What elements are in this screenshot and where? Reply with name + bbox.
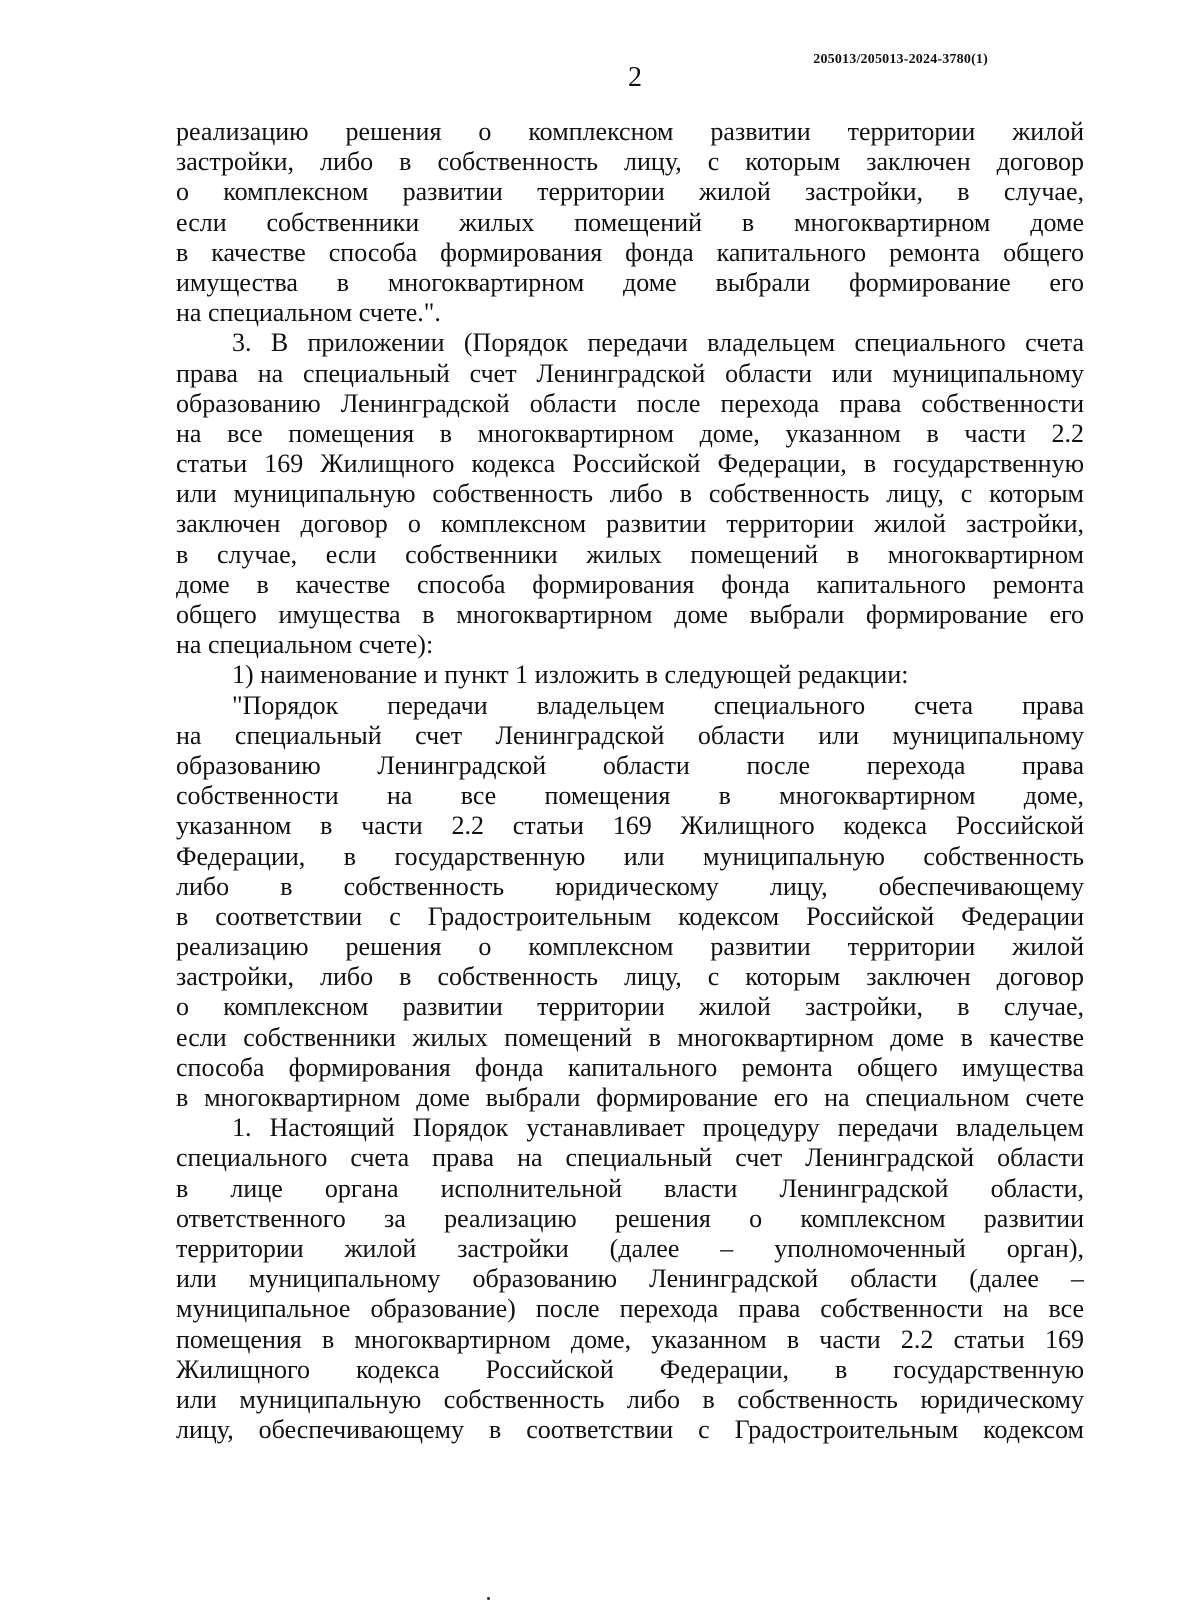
text-line: на специальном счете.". [176,298,441,328]
scan-speck [487,1597,490,1600]
text-line: статьи 169 Жилищного кодекса Российской Федерации, в государственную [176,449,1084,479]
text-line: о комплексном развитии территории жилой застройки, в случае, [176,992,1084,1022]
text-line: 3. В приложении (Порядок передачи владельцем специального счета [232,328,1084,358]
text-line: в случае, если собственники жилых помещений в многоквартирном [176,539,1084,569]
text-line: застройки, либо в собственность лицу, с которым заключен договор [176,147,1084,177]
document-body [176,117,1084,1445]
text-line: в соответствии с Градостроительным кодексом Российской Федерации [176,901,1084,931]
text-line: застройки, либо в собственность лицу, с которым заключен договор [176,962,1084,992]
text-line: Федерации, в государственную или муниципальную собственность [176,841,1084,871]
text-line: муниципальное образование) после перехода права собственности на все [176,1294,1084,1324]
document-id: 205013/205013-2024-3780(1) [813,52,988,67]
text-line: указанном в части 2.2 статьи 169 Жилищного кодекса Российской [176,811,1084,841]
text-line: о комплексном развитии территории жилой застройки, в случае, [176,177,1084,207]
text-line: на специальном счете): [176,630,434,660]
text-line: реализацию решения о комплексном развитии территории жилой [176,932,1084,962]
page-number: 2 [628,62,642,93]
text-line: способа формирования фонда капитального ремонта общего имущества [176,1052,1084,1082]
text-line: в качестве способа формирования фонда капитального ремонта общего [176,237,1084,267]
text-line: имущества в многоквартирном доме выбрали формирование его [176,267,1084,297]
text-line: либо в собственность юридическому лицу, обеспечивающему [176,871,1084,901]
text-line: территории жилой застройки (далее – уполномоченный орган), [176,1233,1084,1263]
text-line: образованию Ленинградской области после перехода права [176,750,1084,780]
text-line: Жилищного кодекса Российской Федерации, в государственную [176,1354,1084,1384]
text-line: или муниципальную собственность либо в собственность юридическому [176,1384,1084,1414]
text-line: лицу, обеспечивающему в соответствии с Градостроительным кодексом [176,1415,1084,1445]
text-line: в многоквартирном доме выбрали формирование его на специальном счете [176,1083,1084,1112]
text-line: на все помещения в многоквартирном доме, указанном в части 2.2 [176,418,1084,448]
text-line: образованию Ленинградской области после перехода права собственности [176,388,1084,418]
text-line: доме в качестве способа формирования фонда капитального ремонта [176,569,1084,599]
text-line: заключен договор о комплексном развитии территории жилой застройки, [176,509,1084,539]
text-line: специального счета права на специальный счет Ленинградской области [176,1143,1084,1173]
text-line: на специальный счет Ленинградской области или муниципальному [176,720,1084,750]
text-line: или муниципальную собственность либо в собственность лицу, с которым [176,479,1084,509]
text-line: 1. Настоящий Порядок устанавливает процедуру передачи владельцем [232,1113,1084,1143]
text-line: общего имущества в многоквартирном доме выбрали формирование его [176,600,1084,629]
text-line: помещения в многоквартирном доме, указанном в части 2.2 статьи 169 [176,1324,1084,1354]
text-line: реализацию решения о комплексном развитии территории жилой [176,117,1084,146]
text-line: если собственники жилых помещений в многоквартирном доме в качестве [176,1022,1084,1052]
text-line: "Порядок передачи владельцем специального счета права [232,690,1084,720]
text-line: или муниципальному образованию Ленинградской области (далее – [176,1264,1084,1294]
text-line: 1) наименование и пункт 1 изложить в следующей редакции: [232,660,909,690]
text-line: в лице органа исполнительной власти Ленинградской области, [176,1173,1084,1203]
text-line: если собственники жилых помещений в многоквартирном доме [176,207,1084,237]
text-line: собственности на все помещения в многоквартирном доме, [176,781,1084,811]
text-line: права на специальный счет Ленинградской области или муниципальному [176,358,1084,388]
text-line: ответственного за реализацию решения о комплексном развитии [176,1203,1084,1233]
